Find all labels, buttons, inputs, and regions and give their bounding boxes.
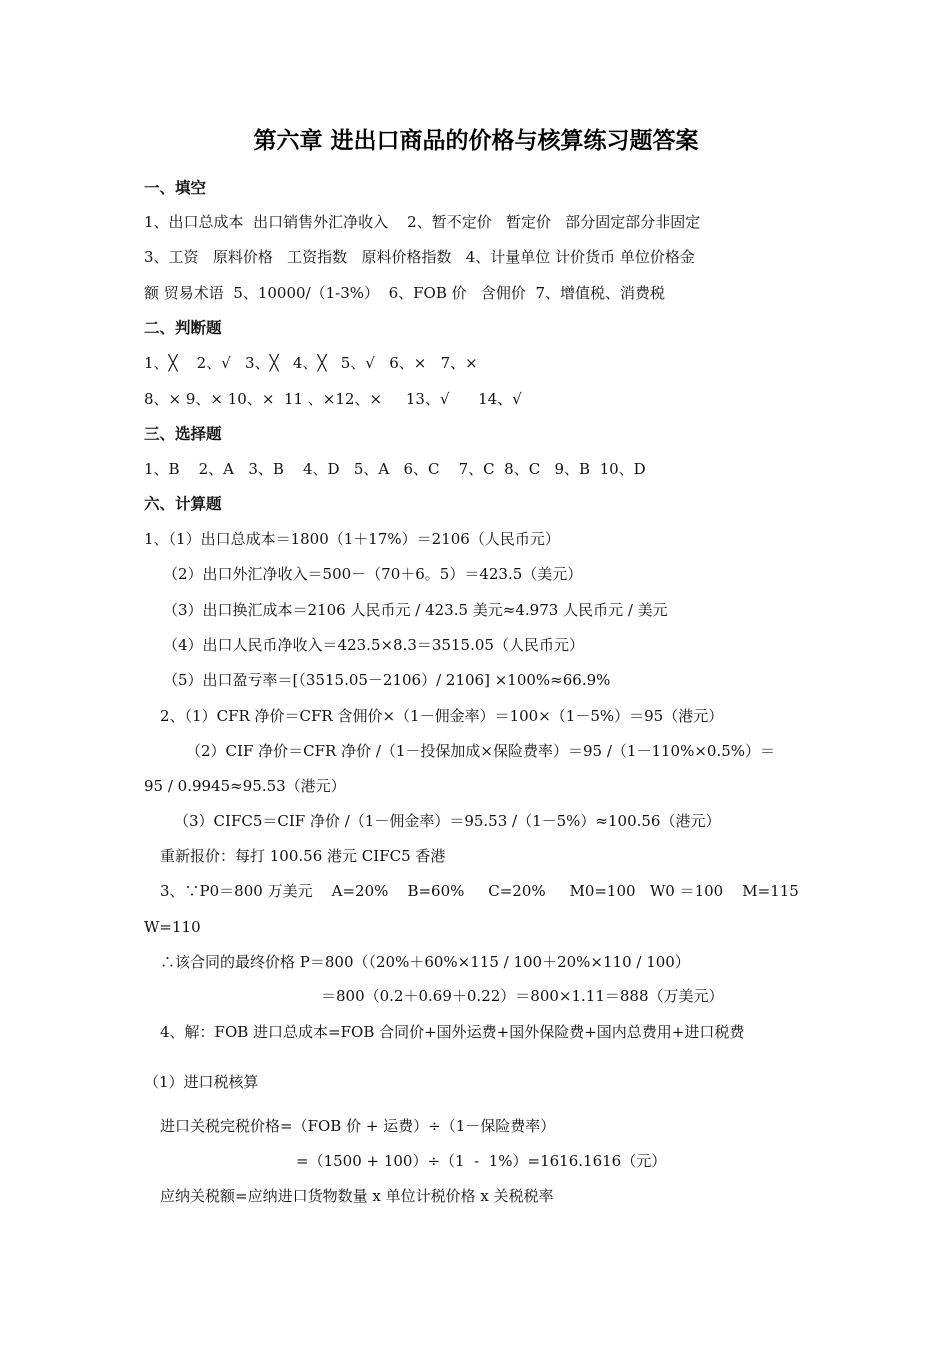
calc-line-8: 95 / 0.9945≈95.53（港元） [144,777,346,795]
judge-line-2: 8、× 9、× 10、× 11 、×12、× 13、√ 14、√ [144,390,522,408]
calc-line-7: （2）CIF 净价＝CFR 净价 /（1－投保加成×保险费率）＝95 /（1－110%×0.5%）＝ [186,742,776,760]
calc-line-5: （5）出口盈亏率＝[（3515.05－2106）/ 2106] ×100%≈66.9% [163,671,611,689]
calc-line-18: =（1500 + 100）÷（1 - 1%）=1616.1616（元） [296,1152,667,1170]
section-heading-calc: 六、计算题 [144,494,222,513]
choice-line-1: 1、B 2、A 3、B 4、D 5、A 6、C 7、C 8、C 9、B 10、D [144,460,646,478]
calc-line-3: （3）出口换汇成本＝2106 人民币元 / 423.5 美元≈4.973 人民币元 / 美元 [163,601,668,619]
calc-line-17: 进口关税完税价格=（FOB 价 + 运费）÷（1－保险费率） [160,1117,556,1135]
calc-line-9: （3）CIFC5＝CIF 净价 /（1－佣金率）＝95.53 /（1－5%）≈100.56（港元） [174,812,721,830]
section-heading-fill: 一、填空 [144,178,207,197]
fill-line-1: 1、出口总成本 出口销售外汇净收入 2、暂不定价 暂定价 部分固定部分非固定 [144,213,701,231]
calc-line-19: 应纳关税额=应纳进口货物数量 x 单位计税价格 x 关税税率 [160,1187,554,1205]
judge-line-1: 1、╳ 2、√ 3、╳ 4、╳ 5、√ 6、× 7、× [144,354,478,372]
calc-line-14: ＝800（0.2＋0.69＋0.22）＝800×1.11＝888（万美元） [321,987,724,1005]
calc-line-16: （1）进口税核算 [144,1073,259,1091]
section-heading-judge: 二、判断题 [144,318,222,337]
fill-line-3: 额 贸易术语 5、10000/（1-3%） 6、FOB 价 含佣价 7、增值税、消费税 [144,284,665,302]
calc-line-6: 2、（1）CFR 净价＝CFR 含佣价×（1－佣金率）＝100×（1－5%）＝95（港元） [160,707,724,725]
section-heading-choice: 三、选择题 [144,424,222,443]
document-title: 第六章 进出口商品的价格与核算练习题答案 [253,127,699,154]
calc-line-4: （4）出口人民币净收入＝423.5×8.3＝3515.05（人民币元） [163,636,584,654]
calc-line-15: 4、解：FOB 进口总成本=FOB 合同价+国外运费+国外保险费+国内总费用+进口税费 [160,1023,745,1041]
fill-line-2: 3、工资 原料价格 工资指数 原料价格指数 4、计量单位 计价货币 单位价格金 [144,248,695,266]
calc-line-1: 1、（1）出口总成本＝1800（1＋17%）＝2106（人民币元） [144,530,560,548]
calc-line-11: 3、∵P0＝800 万美元 A=20% B=60% C=20% M0=100 W0 ＝100 M=115 [160,882,799,900]
calc-line-10: 重新报价：每打 100.56 港元 CIFC5 香港 [160,847,446,865]
calc-line-2: （2）出口外汇净收入＝500－（70＋6。5）＝423.5（美元） [163,565,583,583]
calc-line-12: W=110 [144,918,201,936]
calc-line-13: ∴该合同的最终价格 P＝800（（20%＋60%×115 / 100＋20%×110 / 100） [160,953,690,971]
